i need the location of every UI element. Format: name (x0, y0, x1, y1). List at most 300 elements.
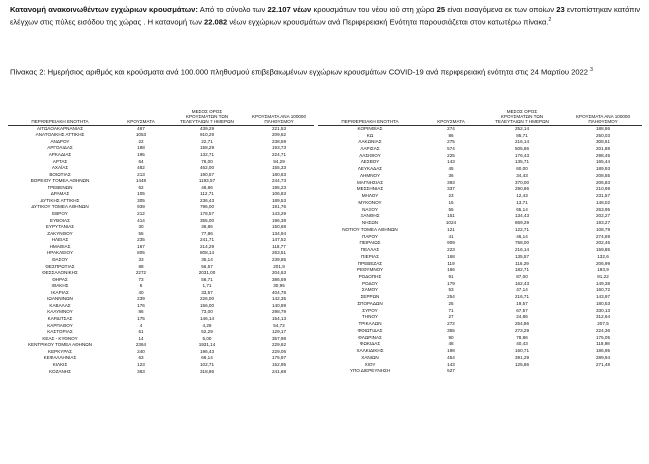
intro-new-cases: 22.107 νέων (267, 5, 312, 14)
per-100k-cell: 207,5 (597, 321, 609, 327)
cases-cell: 179 (447, 280, 455, 286)
cases-cell: 1448 (135, 178, 147, 184)
region-cell: ΛΕΣΒΟΥ (360, 159, 380, 165)
cases-cell: 30 (138, 224, 144, 230)
avg-7day-cell: 236,43 (199, 197, 215, 203)
table-row (318, 173, 642, 180)
intro-text-5: νέων εγχώριων κρουσμάτων ανά Περιφερειακή Ενότητα παρουσιάζεται στον κατωτέρω πίνακα. (227, 17, 549, 27)
per-100k-cell: 106,83 (271, 191, 287, 197)
per-100k-cell: 202,27 (595, 213, 611, 219)
table-header-row (318, 110, 642, 125)
cases-cell: 91 (448, 273, 454, 279)
avg-7day-cell: 178,57 (199, 211, 215, 217)
cases-cell: 53 (448, 287, 454, 293)
per-100k-cell: 118,98 (596, 341, 610, 347)
avg-7day-cell: 116,29 (515, 260, 529, 266)
cases-cell: 527 (447, 368, 455, 374)
avg-7day-cell (480, 368, 564, 375)
region-cell: ΚΟΖΑΝΗΣ (49, 368, 71, 374)
table-row (318, 314, 642, 321)
region-cell: ΚΑΡΔΙΤΣΑΣ (47, 316, 73, 322)
per-100k-cell: 221,53 (271, 125, 287, 131)
cases-cell: 223 (447, 247, 455, 253)
avg-7day-cell: 796,00 (199, 204, 215, 210)
region-cell: ΚΙΛΚΙΣ (52, 361, 68, 367)
table-row (318, 220, 642, 227)
per-100k-cell: 330,13 (595, 307, 611, 313)
region-cell: ΘΑΣΟΥ (52, 256, 68, 262)
table-caption (10, 65, 640, 78)
cases-cell: 15 (448, 199, 454, 205)
intro-text-2: κρουσμάτων του νέου ιού στη χώρα (311, 5, 437, 14)
avg-7day-cell: 439,29 (199, 125, 215, 131)
region-cell: ΚΕΝΤΡΙΚΟΥ ΤΟΜΕΑ ΑΘΗΝΩΝ (27, 342, 93, 348)
per-100k-cell: 224,71 (271, 151, 287, 157)
region-cell: ΚΑΒΑΛΑΣ (49, 302, 71, 308)
table-row (318, 287, 642, 294)
cases-cell: 166 (447, 267, 455, 273)
region-cell: ΠΙΕΡΙΑΣ (361, 253, 379, 259)
cases-cell: 272 (447, 321, 455, 327)
per-100k-cell: 189,93 (595, 166, 611, 172)
region-cell: ΙΘΑΚΗΣ (51, 283, 69, 289)
per-100k-cell: 201,88 (595, 146, 611, 152)
avg-7day-cell: 77,86 (201, 230, 213, 236)
avg-7day-cell: 214,29 (199, 243, 215, 249)
avg-7day-cell: 33,57 (201, 289, 213, 295)
cases-cell: 61 (138, 329, 144, 335)
avg-7day-cell: 65,14 (516, 206, 528, 212)
cases-cell: 574 (447, 146, 455, 152)
avg-7day-cell: 370,00 (514, 179, 530, 185)
per-100k-cell: 193,27 (595, 220, 611, 226)
table-row (318, 247, 642, 254)
per-100k-cell: 188,86 (595, 125, 611, 131)
avg-7day-cell: 196,43 (199, 348, 215, 354)
avg-7day-cell: 76,00 (201, 158, 213, 164)
avg-7day-cell: 78,86 (516, 334, 528, 340)
intro-title: Κατανομή ανακοινωθέντων εγχώριων κρουσμάτων: (10, 5, 198, 14)
avg-7day-cell: 125,86 (514, 361, 530, 367)
table-row (318, 213, 642, 220)
cases-cell: 939 (137, 204, 145, 210)
per-100k-cell: 209,62 (271, 132, 287, 138)
avg-7day-cell: 19,57 (516, 300, 528, 306)
avg-7day-cell: 158,29 (199, 145, 215, 151)
table-row (318, 207, 642, 214)
intro-domestic-cases: 22.082 (204, 17, 228, 27)
avg-7day-cell: 34,43 (516, 172, 528, 178)
cases-cell: 40 (138, 289, 144, 295)
region-cell: ΚΕΦΑΛΛΗΝΙΑΣ (43, 355, 77, 361)
cases-cell: 240 (137, 348, 145, 354)
per-100k-cell: 193,9 (597, 267, 609, 273)
region-cell: ΚΑΣΤΟΡΙΑΣ (47, 329, 73, 335)
region-cell: ΔΥΤΙΚΟΥ ΤΟΜΕΑ ΑΘΗΝΩΝ (31, 204, 89, 210)
table-row (318, 233, 642, 240)
region-cell: ΧΑΝΙΩΝ (361, 354, 379, 360)
cases-cell: 1053 (135, 132, 147, 138)
cases-cell: 195 (137, 151, 145, 157)
region-cell: ΛΑΡΙΣΑΣ (360, 146, 380, 152)
region-cell: ΚΑΛΥΜΝΟΥ (47, 309, 73, 315)
per-100k-cell: 206,83 (595, 179, 611, 185)
cases-cell: 143 (447, 159, 455, 165)
cases-cell: 6 (139, 283, 143, 289)
per-100k-cell: 404,78 (271, 289, 287, 295)
avg-7day-cell: 135,57 (514, 253, 530, 259)
cases-cell: 198 (447, 348, 455, 354)
cases-cell: 467 (137, 125, 145, 131)
region-cell: ΑΡΓΟΛΙΔΑΣ (47, 145, 73, 151)
avg-7day-cell: 13,71 (516, 199, 528, 205)
region-cell: ΤΡΙΚΑΛΩΝ (358, 321, 382, 327)
per-100k-cell: 134,94 (271, 230, 287, 236)
region-cell: ΑΝΑΤΟΛΙΚΗΣ ΑΤΤΙΚΗΣ (35, 132, 85, 138)
avg-7day-cell: 156,00 (199, 302, 215, 308)
avg-7day-cell: 1193,57 (198, 178, 216, 184)
table-row (318, 200, 642, 207)
region-cell: ΚΕΑΣ - ΚΥΘΝΟΥ (42, 335, 78, 341)
per-100k-cell: 229,06 (271, 348, 287, 354)
per-100k-cell: 155,33 (271, 165, 287, 171)
avg-7day-cell: 4,29 (202, 322, 212, 328)
cases-cell: 355 (447, 327, 455, 333)
cases-cell: 337 (447, 186, 455, 192)
cases-cell: 86 (448, 132, 454, 138)
table-row (318, 294, 642, 301)
per-100k-cell: 142,35 (271, 296, 287, 302)
cases-cell: 213 (137, 171, 145, 177)
cases-cell: 55 (138, 230, 144, 236)
avg-7day-cell: 462,00 (199, 165, 215, 171)
table-row (318, 186, 642, 193)
region-cell: ΦΛΩΡΙΝΑΣ (358, 334, 382, 340)
per-100k-cell: 191,76 (271, 204, 287, 210)
region-cell: ΙΩΑΝΝΙΝΩΝ (47, 296, 73, 302)
table-row (318, 193, 642, 200)
cases-cell: 64 (138, 158, 144, 164)
avg-7day-cell: 22,71 (201, 138, 213, 144)
header-7day-average: ΜΕΣΟΣ ΟΡΟΣ ΚΡΟΥΣΜΑΤΩΝ ΤΩΝ ΤΕΛΕΥΤΑΙΩΝ 7 ΗΜΕΡΩΝ (180, 110, 234, 124)
per-100k-cell: 208,55 (595, 172, 611, 178)
per-100k-cell: 195,23 (271, 184, 287, 190)
region-cell: ΡΕΘΥΜΝΟΥ (356, 267, 384, 273)
region-cell: ΠΑΡΟΥ (362, 233, 378, 239)
table-row (318, 180, 642, 187)
region-cell: ΜΥΚΟΝΟΥ (358, 199, 382, 205)
avg-7day-cell: 318,86 (199, 368, 215, 374)
table-row (318, 361, 642, 368)
avg-7day-cell: 160,71 (514, 348, 530, 354)
cases-cell: 2272 (135, 270, 147, 276)
per-100k-cell: 148,02 (595, 199, 611, 205)
intro-paragraph (10, 4, 640, 28)
header-region: ΠΕΡΙΦΕΡΕΙΑΚΗ ΕΝΟΤΗΤΑ (341, 118, 399, 124)
region-cell: ΑΡΤΑΣ (52, 158, 68, 164)
per-100k-cell: 132,6 (597, 253, 609, 259)
region-cell: ΔΡΑΜΑΣ (50, 191, 70, 197)
avg-7day-cell: 40,43 (516, 341, 528, 347)
table-row (318, 368, 642, 375)
cases-cell: 175 (137, 316, 145, 322)
region-cell: ΞΑΝΘΗΣ (360, 213, 380, 219)
cases-cell: 274 (447, 125, 455, 131)
per-100k-cell: 160,72 (595, 287, 611, 293)
avg-7day-cell: 226,00 (199, 296, 215, 302)
table-row (318, 240, 642, 247)
avg-7day-cell: 87,00 (516, 273, 528, 279)
avg-7day-cell: 808,14 (199, 250, 215, 256)
per-100k-cell: 298,79 (271, 309, 287, 315)
avg-7day-cell: 758,00 (514, 240, 530, 246)
region-cell: ΓΡΕΒΕΝΩΝ (47, 184, 73, 190)
table-row (8, 369, 314, 376)
header-7day-average: ΜΕΣΟΣ ΟΡΟΣ ΚΡΟΥΣΜΑΤΩΝ ΤΩΝ ΤΕΛΕΥΤΑΙΩΝ 7 ΗΜΕΡΩΝ (495, 110, 549, 124)
region-cell: ΛΗΜΝΟΥ (359, 172, 381, 178)
region-cell: ΣΠΟΡΑΔΩΝ (357, 300, 383, 306)
intro-border-cases: 23 (556, 5, 565, 14)
per-100k-cell: 201,9 (273, 263, 285, 269)
region-cell: ΚΩ (366, 132, 374, 138)
region-cell: ΕΒΡΟΥ (52, 211, 68, 217)
avg-7day-cell: 134,43 (514, 213, 530, 219)
cases-cell: 62 (138, 184, 144, 190)
avg-7day-cell: 254,86 (514, 321, 530, 327)
per-100k-cell: 140,89 (271, 302, 287, 308)
cases-cell: 45 (448, 166, 454, 172)
cases-cell: 235 (137, 237, 145, 243)
table-caption-text: Πίνακας 2: Ημερήσιος αριθμός και κρούσματα ανά 100.000 πληθυσμού επιβεβαιωμένων εγχώριων κρουσμάτων COVID-19 ανά περιφερειακή ενότητα στις 24 Μαρτίου 2022 (10, 67, 588, 77)
cases-cell: 119 (447, 260, 455, 266)
avg-7day-cell: 85,71 (516, 132, 528, 138)
cases-cell: 454 (447, 354, 455, 360)
cases-cell: 188 (137, 145, 145, 151)
cases-cell: 25 (448, 300, 454, 306)
cases-cell: 48 (448, 341, 454, 347)
avg-7day-cell: 52,29 (201, 329, 213, 335)
region-cell: ΚΑΡΠΑΘΟΥ (47, 322, 73, 328)
per-100k-cell: 231,57 (595, 193, 611, 199)
cases-cell: 305 (137, 197, 145, 203)
cases-table-left-body (8, 125, 314, 375)
avg-7day-cell: 48,86 (201, 184, 213, 190)
region-cell: ΝΗΣΩΝ (361, 220, 379, 226)
region-cell: ΜΗΛΟΥ (361, 193, 379, 199)
per-100k-cell: 143,97 (595, 294, 611, 300)
avg-7day-cell: 12,43 (516, 193, 528, 199)
table-row (318, 139, 642, 146)
per-100k-cell: 250,03 (595, 132, 611, 138)
table-row (318, 308, 642, 315)
avg-7day-cell: 273,29 (514, 327, 530, 333)
region-cell: ΠΕΛΛΑΣ (360, 247, 380, 253)
per-100k-cell: 143,29 (271, 211, 287, 217)
cases-cell: 239 (137, 296, 145, 302)
avg-7day-cell: 73,00 (201, 309, 213, 315)
region-cell: ΖΑΚΥΝΘΟΥ (47, 230, 73, 236)
region-cell: ΜΕΣΣΗΝΙΑΣ (356, 186, 384, 192)
per-100k-cell: 108,79 (595, 226, 611, 232)
avg-7day-cell: 47,14 (516, 287, 528, 293)
per-100k-cell: 159,85 (595, 247, 611, 253)
avg-7day-cell: 216,71 (514, 294, 530, 300)
avg-7day-cell: 290,86 (514, 186, 530, 192)
intro-text-1: Από το σύνολο των (197, 5, 268, 14)
region-cell: ΒΟΙΩΤΙΑΣ (49, 171, 71, 177)
per-100k-cell: 180,53 (595, 300, 611, 306)
cases-cell: 41 (448, 233, 454, 239)
cases-cell: 63 (138, 355, 144, 361)
avg-7day-cell: 216,14 (514, 247, 530, 253)
per-100k-cell: 180,63 (271, 171, 287, 177)
per-100k-cell: 229,62 (271, 342, 287, 348)
region-cell: ΦΘΙΩΤΙΔΑΣ (357, 327, 383, 333)
cases-cell: 33 (138, 256, 144, 262)
table-row (318, 341, 642, 348)
table-row (318, 159, 642, 166)
table-row (318, 166, 642, 173)
avg-7day-cell: 60,00 (516, 166, 528, 172)
per-100k-cell: 152,95 (271, 361, 287, 367)
per-100k-cell: 186,95 (595, 348, 611, 354)
table-row (318, 281, 642, 288)
region-cell: ΡΟΔΟΥ (361, 280, 378, 286)
per-100k-cell: 244,73 (271, 178, 287, 184)
avg-7day-cell: 36,86 (201, 224, 213, 230)
per-100k-cell: 175,05 (595, 334, 611, 340)
avg-7day-cell: 56,57 (201, 263, 213, 269)
avg-7day-cell: 24,86 (516, 314, 528, 320)
region-cell: ΑΧΑΪΑΣ (51, 165, 69, 171)
per-100k-cell: 147,52 (271, 237, 287, 243)
per-100k-cell: 308,51 (595, 139, 611, 145)
avg-7day-cell: 132,71 (199, 151, 215, 157)
region-cell: ΘΕΣΣΑΛΟΝΙΚΗΣ (42, 270, 78, 276)
region-cell: ΙΚΑΡΙΑΣ (51, 289, 69, 295)
cases-cell: 414 (137, 217, 145, 223)
region-cell: ΝΑΞΟΥ (362, 206, 378, 212)
cases-cell: 168 (447, 253, 455, 259)
cases-cell: 275 (447, 139, 455, 145)
region-cell: ΚΟΡΙΝΘΙΑΣ (357, 125, 383, 131)
per-100k-cell: 263,95 (595, 206, 611, 212)
region-cell: ΕΥΡΥΤΑΝΙΑΣ (45, 224, 75, 230)
region-cell: ΦΩΚΙΔΑΣ (359, 341, 381, 347)
region-cell: ΛΕΥΚΑΔΑΣ (357, 166, 383, 172)
region-cell: ΚΕΡΚΥΡΑΣ (48, 348, 72, 354)
per-100k-cell: 94,29 (273, 158, 285, 164)
cases-cell: 55 (448, 206, 454, 212)
region-cell: ΑΙΤΩΛΟΑΚΑΡΝΑΝΙΑΣ (36, 125, 84, 131)
region-cell: ΤΗΝΟΥ (362, 314, 378, 320)
avg-7day-cell: 391,29 (514, 354, 530, 360)
table-row (318, 355, 642, 362)
cases-cell: 105 (137, 191, 145, 197)
region-cell: ΥΠΟ ΔΙΕΡΕΥΝΗΣΗ (349, 368, 391, 374)
avg-7day-cell: 252,14 (514, 125, 530, 131)
cases-cell: 90 (448, 334, 454, 340)
per-100k-cell: 238,59 (271, 138, 287, 144)
cases-cell: 22 (138, 138, 144, 144)
header-per-100k: ΚΡΟΥΣΜΑΤΑ ΑΝΑ 100000 ΠΛΗΘΥΣΜΟΥ (575, 113, 631, 124)
avg-7day-cell: 190,57 (199, 171, 215, 177)
cases-cell: 482 (137, 165, 145, 171)
region-cell: ΜΑΓΝΗΣΙΑΣ (356, 179, 384, 185)
table-row (318, 227, 642, 234)
intro-imported-cases: 25 (436, 5, 446, 14)
per-100k-cell: 189,53 (271, 197, 287, 203)
region-cell: ΘΕΣΠΡΩΤΙΑΣ (45, 263, 75, 269)
per-100k-cell: 298,45 (595, 152, 611, 158)
avg-7day-cell: 2031,00 (198, 270, 216, 276)
per-100k-cell: 193,73 (271, 145, 287, 151)
region-cell: ΔΥΤΙΚΗΣ ΑΤΤΙΚΗΣ (40, 197, 80, 203)
cases-tables (8, 110, 642, 375)
avg-7day-cell: 102,71 (199, 361, 215, 367)
per-100k-cell: 54,72 (273, 322, 285, 328)
cases-cell: 167 (137, 243, 145, 249)
avg-7day-cell: 176,43 (514, 152, 530, 158)
avg-7day-cell: 505,86 (514, 146, 530, 152)
region-cell: ΕΥΒΟΙΑΣ (50, 217, 70, 223)
region-cell: ΧΙΟΥ (364, 361, 376, 367)
cases-cell: 212 (137, 211, 145, 217)
region-cell: ΘΗΡΑΣ (52, 276, 68, 282)
cases-table-right (318, 110, 642, 375)
region-cell: ΗΡΑΚΛΕΙΟΥ (46, 250, 74, 256)
cases-cell: 36 (448, 172, 454, 178)
region-cell: ΣΑΜΟΥ (361, 287, 379, 293)
per-100k-cell: 165,44 (595, 159, 611, 165)
per-100k-cell: 210,69 (595, 186, 611, 192)
table-row (318, 153, 642, 160)
per-100k-cell: 239,85 (271, 256, 287, 262)
region-cell: ΣΥΡΟΥ (362, 307, 378, 313)
region-cell: ΛΑΣΙΘΙΟΥ (359, 152, 381, 158)
per-100k-cell: 175,97 (271, 355, 287, 361)
avg-7day-cell: 122,71 (514, 226, 530, 232)
table-row (318, 132, 642, 139)
header-per-100k: ΚΡΟΥΣΜΑΤΑ ΑΝΑ 100000 ΠΛΗΘΥΣΜΟΥ (251, 113, 307, 124)
cases-cell: 1024 (445, 220, 457, 226)
per-100k-cell: 312,64 (595, 314, 611, 320)
per-100k-cell: 289,94 (595, 354, 611, 360)
cases-table-left (8, 110, 314, 375)
cases-cell: 121 (447, 226, 455, 232)
table-row (318, 260, 642, 267)
table-row (318, 146, 642, 153)
table-row (318, 267, 642, 274)
cases-cell: 123 (137, 361, 145, 367)
table-row (318, 125, 642, 132)
cases-cell: 143 (447, 361, 455, 367)
region-cell: ΠΡΕΒΕΖΑΣ (357, 260, 383, 266)
table-header-row (8, 110, 314, 125)
per-100k-cell: 204,63 (271, 270, 287, 276)
table-row (318, 335, 642, 342)
avg-7day-cell: 46,14 (516, 233, 528, 239)
table-row (318, 301, 642, 308)
region-cell: ΑΝΔΡΟΥ (50, 138, 70, 144)
avg-7day-cell: 35,14 (201, 256, 213, 262)
cases-cell: 393 (447, 179, 455, 185)
per-100k-cell: 81,22 (597, 273, 609, 279)
per-100k-cell (564, 368, 642, 375)
table-row (318, 348, 642, 355)
cases-cell: 151 (447, 213, 455, 219)
avg-7day-cell: 869,29 (514, 220, 530, 226)
